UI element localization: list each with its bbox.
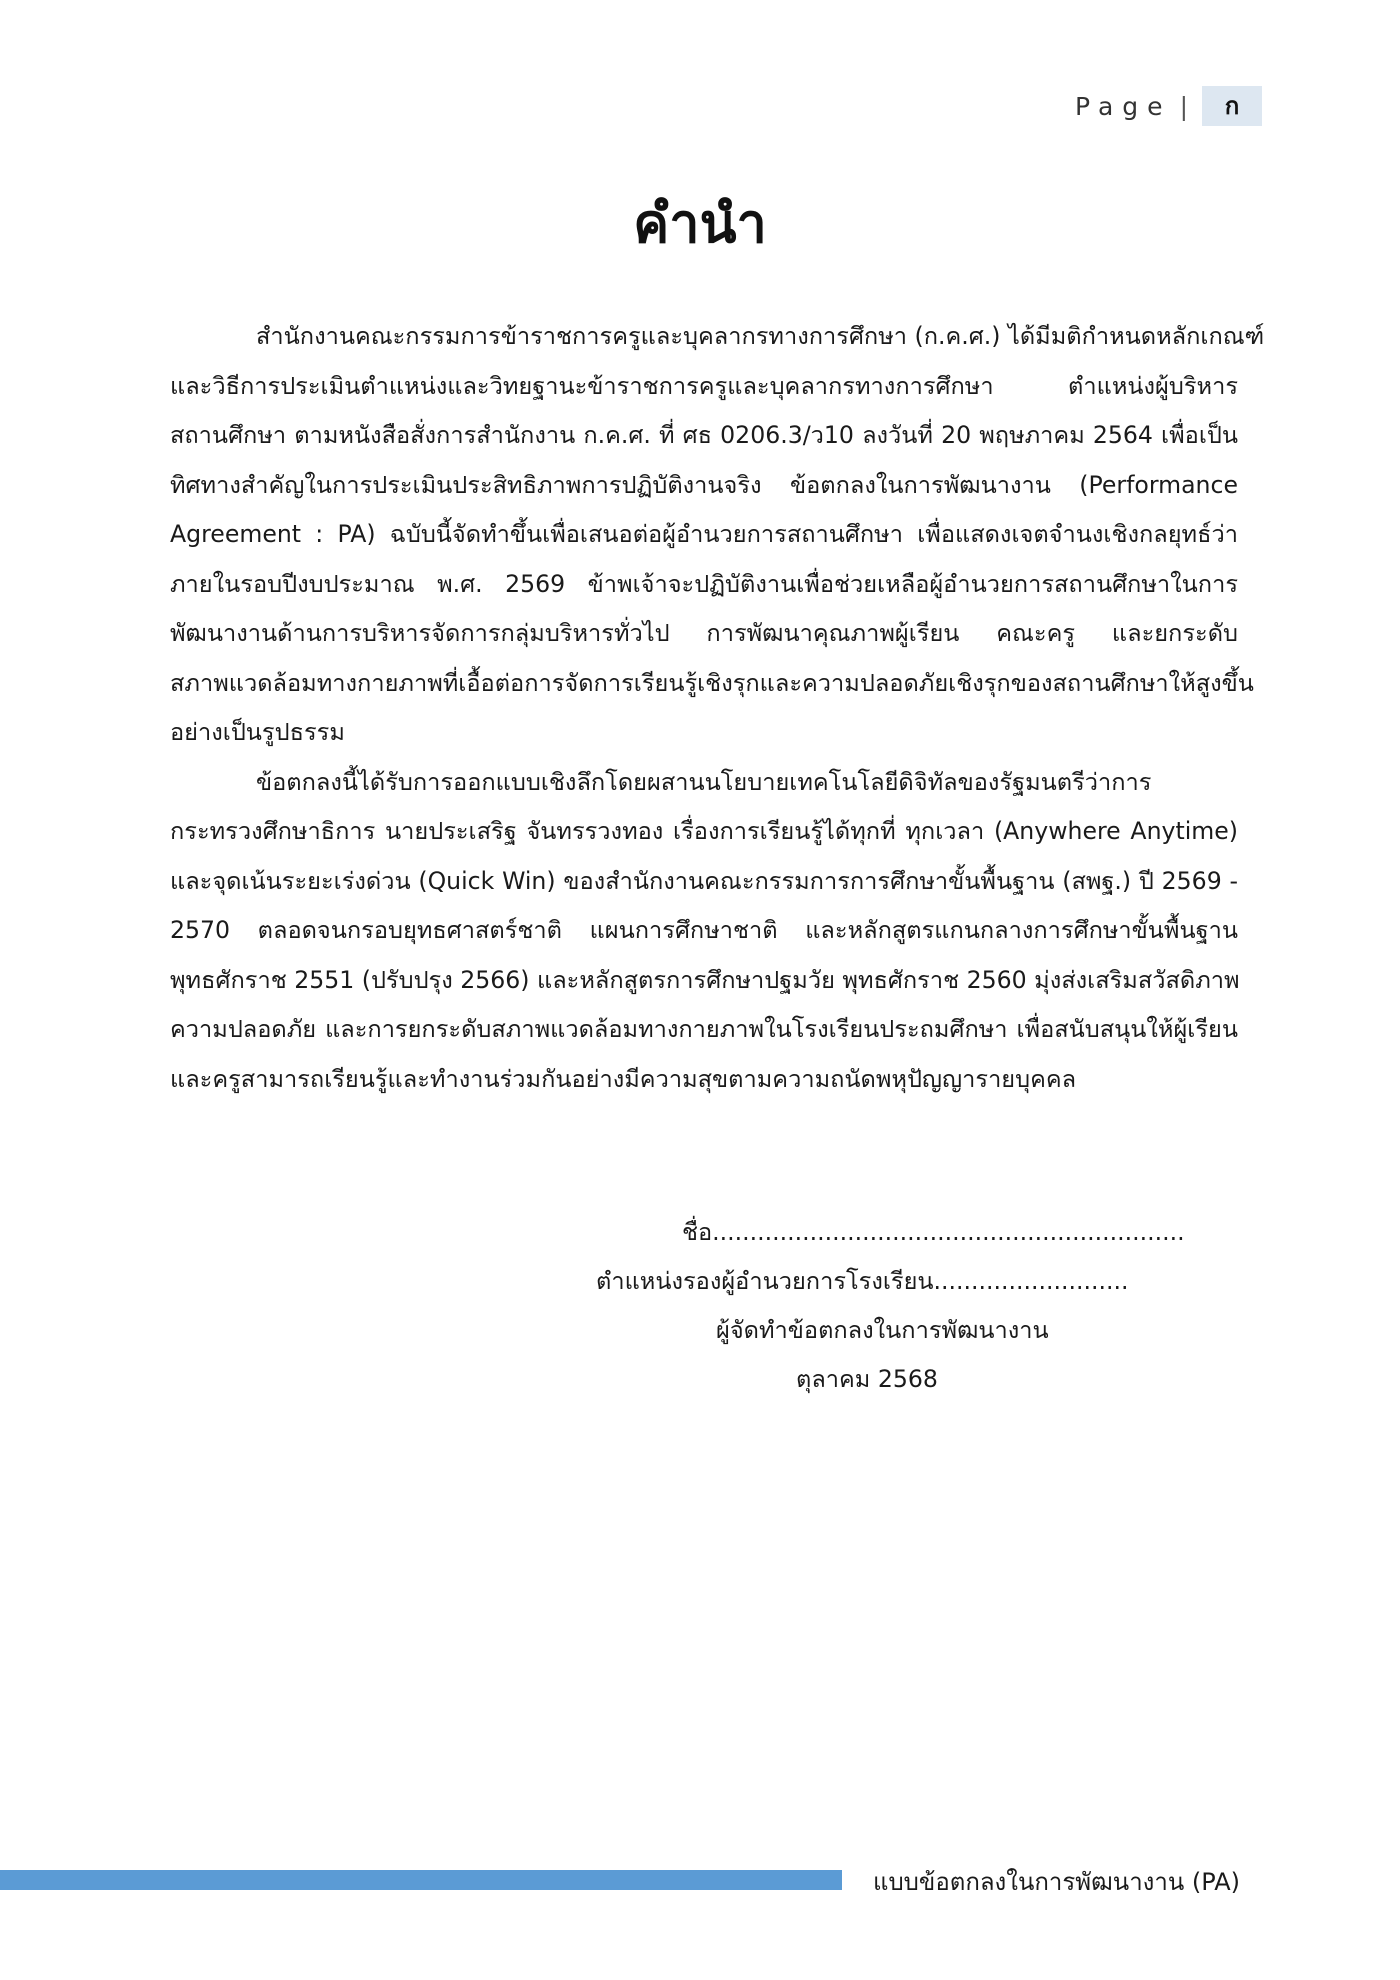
document-title: คำนำ — [633, 192, 767, 255]
paragraph-line: ทิศทางสำคัญในการประเมินประสิทธิภาพการปฏิบัติงานจริง ข้อตกลงในการพัฒนางาน (Performance — [170, 470, 1238, 499]
paragraph-line: พัฒนางานด้านการบริหารจัดการกลุ่มบริหารทั่วไป การพัฒนาคุณภาพผู้เรียน คณะครู และยกระดับ — [170, 619, 1238, 647]
paragraph-line: 2570 ตลอดจนกรอบยุทธศาสตร์ชาติ แผนการศึกษาชาติ และหลักสูตรแกนกลางการศึกษาขั้นพื้นฐาน — [170, 916, 1238, 944]
paragraph-line: สำนักงานคณะกรรมการข้าราชการครูและบุคลากรทางการศึกษา (ก.ค.ศ.) ได้มีมติกำหนดหลักเกณฑ์ — [256, 322, 1265, 350]
paragraph-line: อย่างเป็นรูปธรรม — [170, 718, 345, 746]
paragraph-line: Agreement : PA) ฉบับนี้จัดทำขึ้นเพื่อเสนอต่อผู้อำนวยการสถานศึกษา เพื่อแสดงเจตจำนงเชิงกลยุทธ์ว่า — [170, 520, 1238, 548]
paragraph-line: และครูสามารถเรียนรู้และทำงานร่วมกันอย่างมีความสุขตามความถนัดพหุปัญญารายบุคคล — [170, 1064, 1077, 1093]
page-number: ก — [1202, 86, 1262, 126]
paragraph-line: ข้อตกลงนี้ได้รับการออกแบบเชิงลึกโดยผสานนโยบายเทคโนโลยีดิจิทัลของรัฐมนตรีว่าการ — [256, 767, 1152, 796]
page-label: Page — [1075, 91, 1172, 121]
paragraph-line: กระทรวงศึกษาธิการ นายประเสริฐ จันทรรวงทอง เรื่องการเรียนรู้ได้ทุกที่ ทุกเวลา (Anywhere Anytime) — [170, 817, 1238, 845]
body-text — [170, 312, 1265, 1104]
signature-role: ผู้จัดทำข้อตกลงในการพัฒนางาน — [716, 1316, 1049, 1344]
paragraph-line: สถานศึกษา ตามหนังสือสั่งการสำนักงาน ก.ค.ศ. ที่ ศธ 0206.3/ว10 ลงวันที่ 20 พฤษภาคม 2564 เพื่อเป็น — [170, 421, 1238, 449]
signature-name: ชื่อ............................................................... — [682, 1218, 1185, 1246]
paragraph-line: ความปลอดภัย และการยกระดับสภาพแวดล้อมทางกายภาพในโรงเรียนประถมศึกษา เพื่อสนับสนุนให้ผู้เรียน — [170, 1015, 1238, 1043]
paragraph-line: พุทธศักราช 2551 (ปรับปรุง 2566) และหลักสูตรการศึกษาปฐมวัย พุทธศักราช 2560 มุ่งส่งเสริมสวัสดิภาพ — [170, 965, 1240, 994]
signature-block — [0, 1208, 1400, 1404]
page-separator: | — [1179, 91, 1188, 121]
paragraph-2 — [170, 758, 1238, 1105]
paragraph-line: ภายในรอบปีงบประมาณ พ.ศ. 2569 ข้าพเจ้าจะปฏิบัติงานเพื่อช่วยเหลือผู้อำนวยการสถานศึกษาในการ — [170, 569, 1238, 598]
signature-date: ตุลาคม 2568 — [796, 1365, 938, 1393]
paragraph-line: สภาพแวดล้อมทางกายภาพที่เอื้อต่อการจัดการเรียนรู้เชิงรุกและความปลอดภัยเชิงรุกของสถานศึกษาให้สูงขึ้น — [170, 668, 1254, 697]
signature-position: ตำแหน่งรองผู้อำนวยการโรงเรียน.......................... — [596, 1267, 1129, 1295]
paragraph-1 — [170, 312, 1265, 758]
paragraph-line: และวิธีการประเมินตำแหน่งและวิทยฐานะข้าราชการครูและบุคลากรทางการศึกษา ตำแหน่งผู้บริหาร — [170, 371, 1238, 400]
page-header — [1075, 86, 1262, 126]
footer-bar — [0, 1870, 842, 1890]
paragraph-line: และจุดเน้นระยะเร่งด่วน (Quick Win) ของสำนักงานคณะกรรมการการศึกษาขั้นพื้นฐาน (สพฐ.) ปี 2569 - — [170, 866, 1238, 895]
footer-text: แบบข้อตกลงในการพัฒนางาน (PA) — [872, 1868, 1240, 1896]
